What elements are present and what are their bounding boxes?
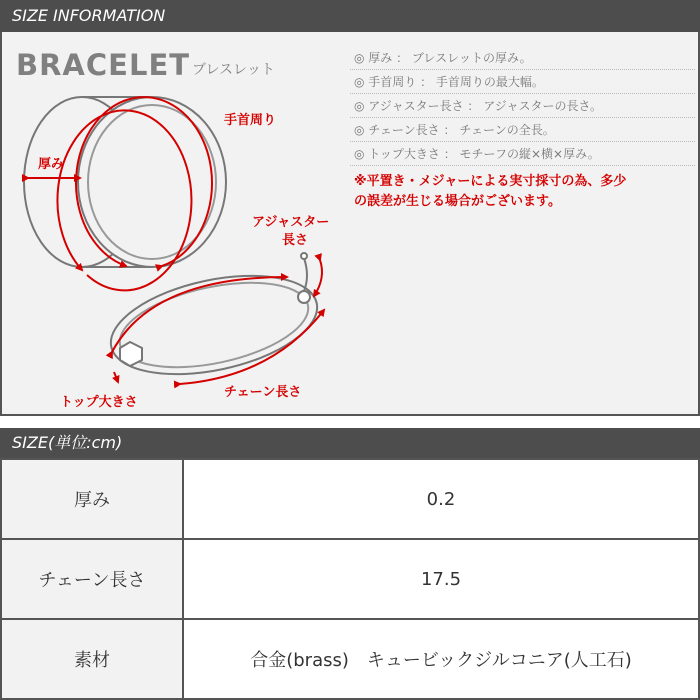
size-label: 厚み <box>1 459 183 539</box>
bracelet-title: BRACELET <box>16 48 191 82</box>
note-adjuster: ◎ アジャスター長さ ： アジャスターの長さ。 <box>350 94 695 118</box>
size-label: チェーン長さ <box>1 539 183 619</box>
note-chain: ◎ チェーン長さ ： チェーンの全長。 <box>350 118 695 142</box>
note-wrist: ◎ 手首周り ： 手首周りの最大幅。 <box>350 70 695 94</box>
size-value: 0.2 <box>183 459 699 539</box>
note-top: ◎ トップ大きさ ： モチーフの縦×横×厚み。 <box>350 142 695 166</box>
section-header-size-information: SIZE INFORMATION <box>0 0 700 32</box>
label-adjuster-2: 長さ <box>282 233 309 248</box>
label-wrist: 手首周り <box>224 113 277 128</box>
note-thickness: ◎ 厚み ： ブレスレットの厚み。 <box>350 46 695 70</box>
bracelet-subtitle: ブレスレット <box>192 62 275 78</box>
label-top: トップ大きさ <box>60 395 138 410</box>
table-row <box>1 619 699 699</box>
size-label: 素材 <box>1 619 183 699</box>
table-row <box>1 539 699 619</box>
section-header-size: SIZE(単位:cm) <box>0 428 700 458</box>
size-value: 17.5 <box>183 539 699 619</box>
adjuster-arrow <box>314 260 322 296</box>
notes-list <box>350 46 695 212</box>
warning-line-2: の誤差が生じる場合がございます。 <box>354 194 561 209</box>
label-chain: チェーン長さ <box>224 385 302 400</box>
table-row <box>1 459 699 539</box>
warning-line-1: ※平置き・メジャーによる実寸採寸の為、多少 <box>354 174 627 189</box>
size-table <box>0 458 700 700</box>
measurement-warning <box>350 172 695 212</box>
label-thickness: 厚み <box>38 157 65 172</box>
label-adjuster-1: アジャスター <box>252 215 330 230</box>
size-information-panel <box>0 32 700 416</box>
top-size-arrow <box>114 372 118 382</box>
bangle-illustration <box>24 97 226 267</box>
size-value: 合金(brass) キュービックジルコニア(人工石) <box>183 619 699 699</box>
